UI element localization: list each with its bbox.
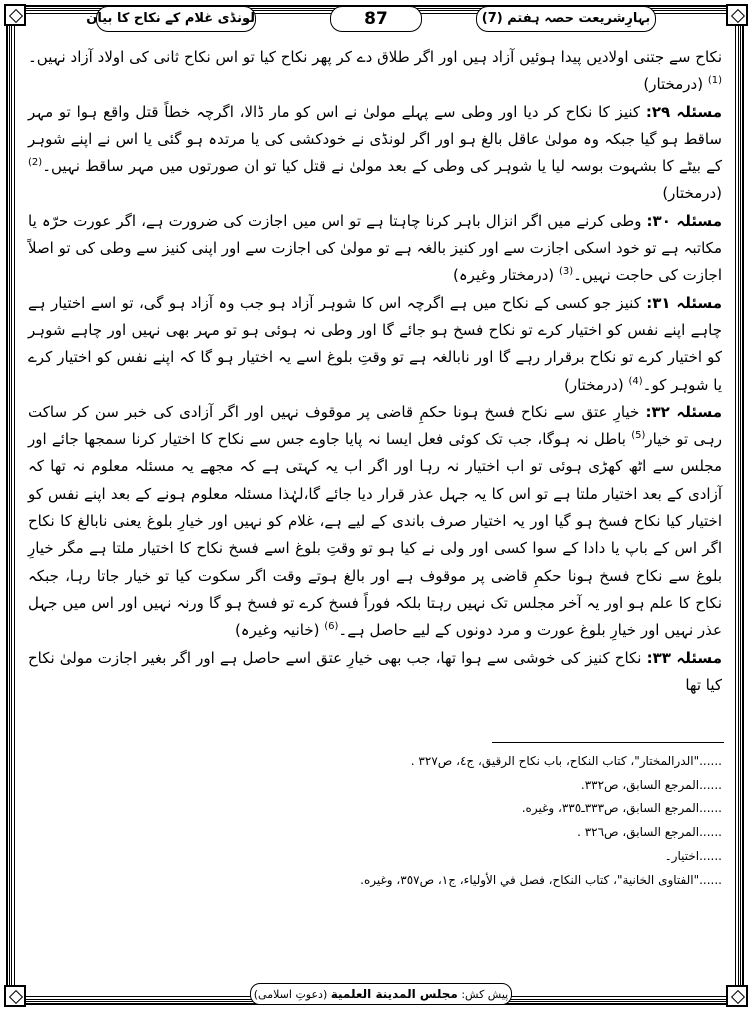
footnote-item: ......اختیار۔ [664, 848, 722, 863]
paragraph-text: نکاح سے جتنی اولادیں پیدا ہوئیں آزاد ہیں اور اگر طلاق دے کر پھر نکاح کیا تو اس نکاح ثانی کی اولاد آزاد نہیں۔ [28, 48, 722, 66]
chapter-title: لونڈی غلام کے نکاح کا بیان [96, 6, 256, 32]
footnote-ref[interactable]: (4) [628, 375, 643, 387]
footnote-item: ......"الفتاوى الخانية"، كتاب النكاح، فصل في الأولياء، ج١، ص٣٥٧، وغيره. [360, 872, 722, 887]
footnote-ref[interactable]: (2) [28, 157, 43, 169]
source-citation: (درمختار) [662, 184, 722, 203]
masala-label: مسئلہ ۳۰: [646, 211, 722, 230]
footnote-item: ......المرجع السابق، ص٣٣٣ـ٣٣٥، وغيره. [521, 801, 722, 816]
publisher-name: مجلس المدينة العلمية [330, 987, 458, 1001]
footer-prefix: پیش کش: [461, 988, 509, 1001]
footnote-item: ......"الدرالمختار"، كتاب النكاح، باب نكاح الرقيق، ج٤، ص٣٢٧ . [410, 754, 722, 768]
masala-label: مسئلہ ۳۲: [645, 402, 723, 421]
publisher-org: (دعوتِ اسلامی) [253, 988, 328, 1001]
paragraph [28, 99, 722, 208]
paragraph [28, 44, 722, 99]
footnote-ref[interactable]: (6) [324, 621, 339, 633]
page-footer [250, 983, 512, 1005]
paragraph [28, 399, 722, 645]
page-number: 87 [330, 6, 422, 32]
source-citation: (درمختار وغیرہ) [453, 266, 559, 285]
paragraph [28, 290, 722, 399]
book-title: بہارِشریعت حصہ ہفتم (7) [476, 6, 656, 32]
masala-label: مسئلہ ۲۹: [645, 102, 722, 121]
corner-ornament [726, 4, 748, 26]
footnote-item: ......المرجع السابق، ص٣٢٦ . [577, 825, 722, 840]
paragraph-text: خیارِ عتق سے نکاح فسخ ہونا حکمِ قاضی پر موقوف نہیں اور اگر آزادی کی خبر سن کر ساکت رہی تو خیار [28, 402, 722, 449]
source-citation: (درمختار) [564, 375, 629, 394]
corner-ornament [4, 4, 26, 26]
source-citation: (درمختار) [643, 75, 708, 94]
source-citation: (خانیہ وغیرہ) [234, 621, 325, 640]
paragraph [28, 645, 722, 700]
page-header [86, 6, 656, 32]
footnote-ref[interactable]: (5) [631, 430, 646, 442]
paragraph-text: وطی کرنے میں اگر انزال باہر کرنا چاہتا ہے تو اس میں اجازت کی ضرورت ہے، اگر عورت حرّہ یا مکاتبہ ہے تو خود اسکی اجازت سے اور کنیز بالغہ ہے تو مولیٰ کی اجازت سے اور اپنی کنیز سے وطی کی تو اصلاً اجازت کی حاجت نہیں۔ [28, 211, 722, 285]
paragraph [28, 208, 722, 290]
masala-label: مسئلہ ۳۱: [646, 293, 723, 312]
body-text [28, 44, 722, 732]
paragraph-text-continued: باطل نہ ہوگا، جب تک کوئی فعل ایسا نہ پایا جاوے جس سے نکاح کا اختیار کرنا سمجھا جائے اور مجلس سے اٹھ کھڑی ہوئی تو اب اختیار نہ رہا اور اگر اب یہ کہتی ہے کہ مجھے یہ مسئلہ معلوم نہ تھا کہ آزادی کے بعد اختیار ملتا ہے تو اس کا یہ جہل عذر قرار دیا جائے گا،لہٰذا مسئلہ معلوم ہونے کے بعد اپنے نفس کو اختیار کیا نکاح فسخ ہو گیا اور یہ اختیار صرف باندی کے لیے ہے، غلام کو نہیں اور خیارِ بلوغ یعنی نابالغ کا نکاح اگر اس کے باپ یا دادا کے سوا کسی اور ولی نے کیا ہو تو وقتِ بلوغ اسے فسخ نکاح کا اختیار ملتا ہے مگر خیارِ بلوغ سے نکاح فسخ ہونا حکمِ قاضی پر موقوف ہے اور بالغ ہوتے وقت اگر سکوت کیا تو خیار جاتا رہا، جبکہ نکاح کا علم ہو اور یہ آخر مجلس تک نہیں رہتا بلکہ فوراً فسخ کرے تو فسخ ہو گا ورنہ نہیں اور اس میں جہل عذر نہیں اور خیارِ بلوغ عورت و مرد دونوں کے لیے حاصل ہے۔ [28, 430, 722, 640]
footnote-ref[interactable]: (3) [558, 266, 574, 278]
corner-ornament [726, 985, 748, 1007]
corner-ornament [4, 985, 26, 1007]
paragraph-text: کنیز کا نکاح کر دیا اور وطی سے پہلے مولیٰ نے اس کو مار ڈالا، اگرچہ خطاً قتل واقع ہوا تو مہر ساقط ہو گیا جبکہ وہ مولیٰ عاقل بالغ ہو اور اگر لونڈی نے خودکشی کی یا مرتدہ ہو گئی یا اس نے اپنے شوہر کے بیٹے کا بشہوت بوسہ لیا یا شوہر کی وطی کے بعد مولیٰ نے قتل کیا تو ان صورتوں میں مہر ساقط نہیں۔ [28, 102, 722, 176]
footnotes [32, 750, 722, 892]
footnote-separator [492, 742, 724, 743]
paragraph-text: نکاح کنیز کی خوشی سے ہوا تھا، جب بھی خیارِ عتق اسے حاصل ہے اور اگر بغیر اجازت مولیٰ نکاح کیا تھا [28, 648, 722, 694]
footnote-ref[interactable]: (1) [707, 75, 722, 87]
paragraph-text: کنیز جو کسی کے نکاح میں ہے اگرچہ اس کا شوہر آزاد ہو جب وہ آزاد ہو گی، تو اسے اختیار ہے چاہے اپنے نفس کو اختیار کرے تو نکاح فسخ ہو جائے گا اور وطی نہ ہوئی ہو تو مہر بھی نہیں اور چاہے شوہر کو اختیار کرے تو نکاح برقرار رہے گا اور نابالغہ ہے تو وقتِ بلوغ اسے یہ اختیار ہو گا کہ اپنے نفس کو اختیار کرے یا شوہر کو۔ [28, 293, 722, 394]
footnote-item: ......المرجع السابق، ص٣٣٢. [580, 777, 722, 792]
masala-label: مسئلہ ۳۳: [646, 648, 722, 667]
